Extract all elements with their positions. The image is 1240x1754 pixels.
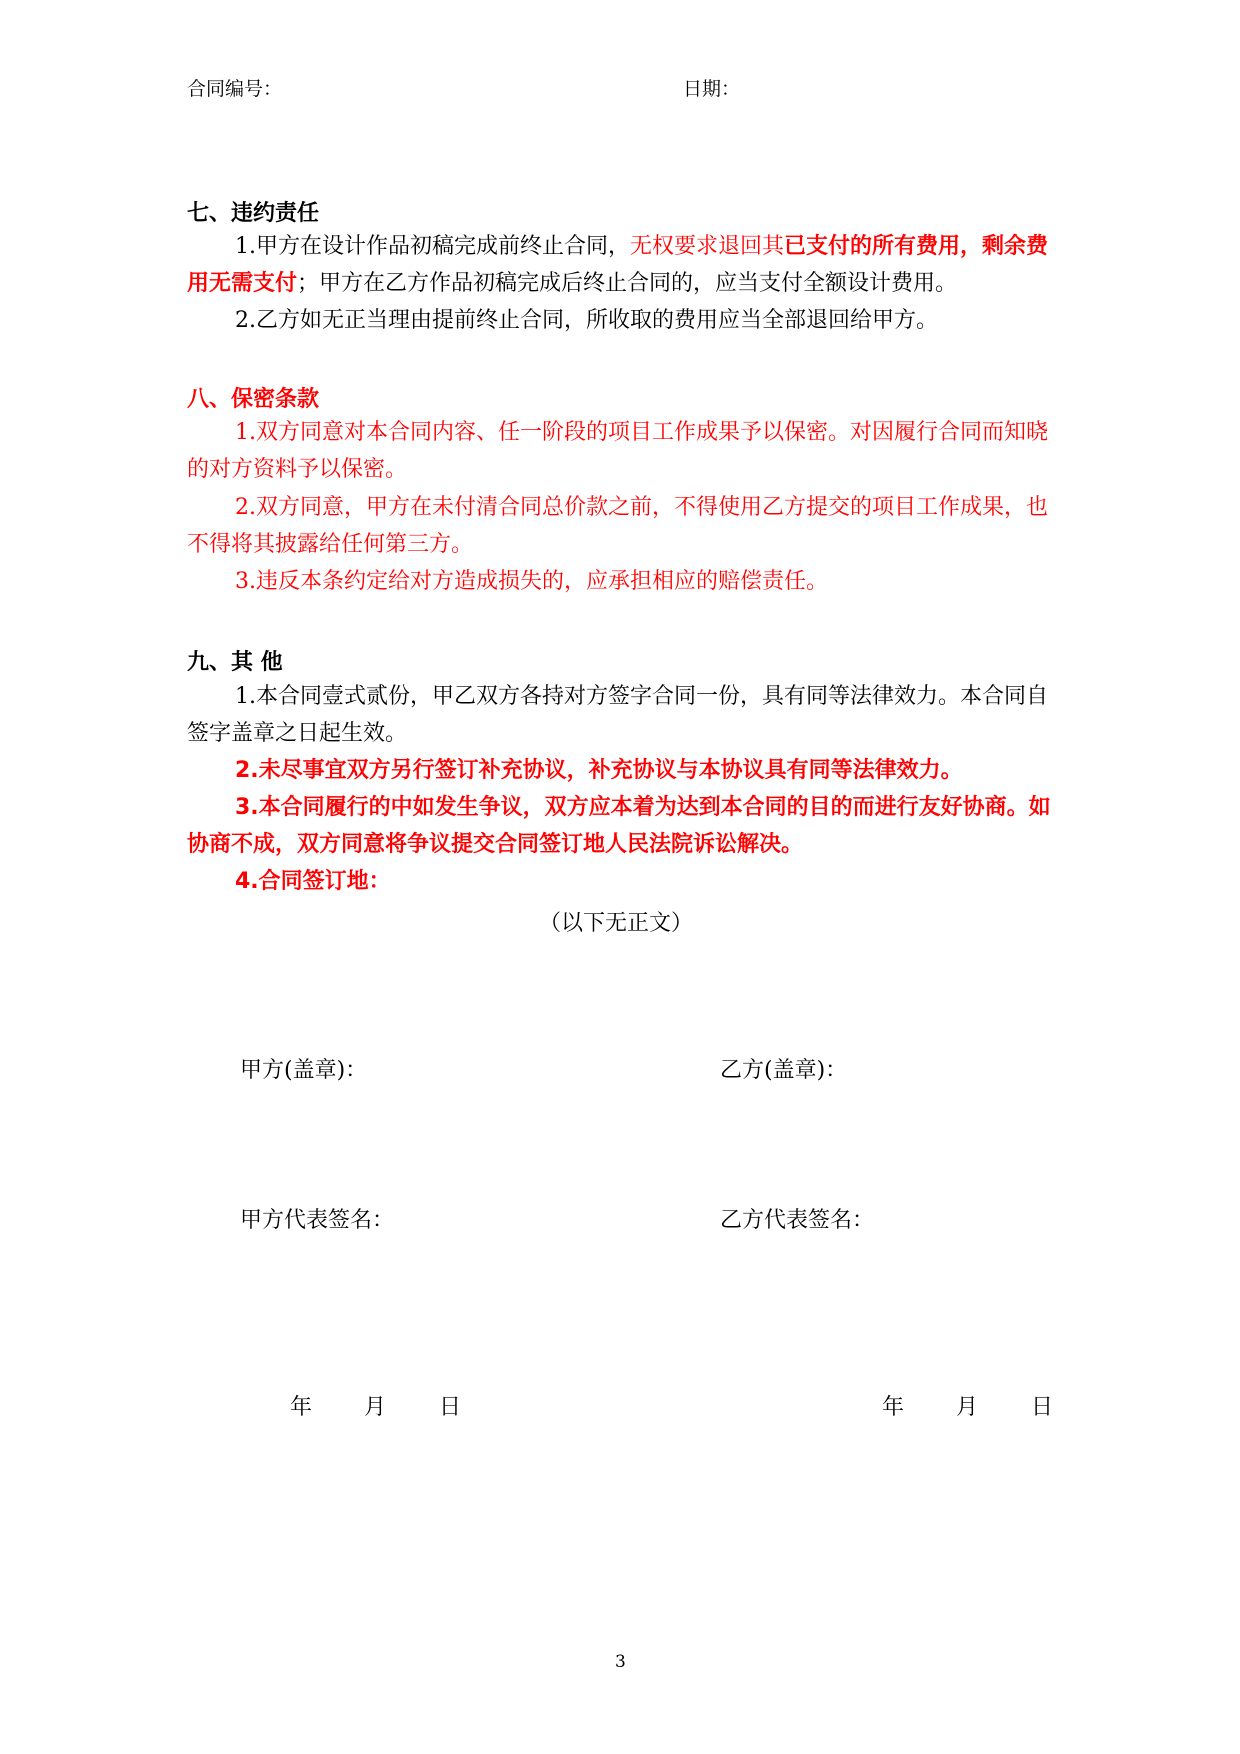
end-note: （以下无正文） <box>539 911 694 936</box>
party-b-date-day: 日 <box>1031 1395 1054 1420</box>
section-9-item-1-part-c: 式 <box>344 684 367 709</box>
section-8-item-1: 1.双方同意对本合同内容、任一阶段的项目工作成果予以保密。对因履行合同而知晓的对方资料予以保密。 <box>187 420 1048 482</box>
party-a-date-year: 年 <box>290 1395 313 1420</box>
section-9-item-4: 4.合同签订地： <box>235 869 391 894</box>
party-a-seal-label: 甲方(盖章)： <box>240 1058 368 1083</box>
section-9-item-1-part-e: 份，甲乙双方各持对方签字合同一份，具有同等法律效力。本合同自签字盖章之日起生效 <box>187 684 1049 746</box>
section-9-item-1 <box>187 678 1057 752</box>
section-7-item-1-part-a: 1.甲方在设计作品初稿完成前终止合同， <box>235 234 630 259</box>
section-9-item-1-part-f: 。 <box>385 721 408 746</box>
section-7-item-1-part-d: ；甲方在乙方作品初稿完成后终止合同的，应当支付全额设计费用。 <box>297 271 958 296</box>
contract-number-label: 合同编号： <box>187 78 283 100</box>
section-7-title: 七、违约责任 <box>187 201 320 226</box>
section-9-item-1-part-b: 壹 <box>322 684 345 709</box>
section-7-item-1-part-b: 无权要求退回其 <box>630 234 785 259</box>
section-8-title: 八、保密条款 <box>187 387 320 412</box>
section-7-item-2: 2.乙方如无正当理由提前终止合同，所收取的费用应当全部退回给甲方。 <box>235 308 938 333</box>
date-label: 日期： <box>683 78 741 100</box>
section-7-item-1-part-c: 已支付的所有费用，剩余费用无需支付 <box>187 234 1049 296</box>
section-9-item-3: 3.本合同履行的中如发生争议，双方应本着为达到本合同的目的而进行友好协商。如协商不成，双方同意将争议提交合同签订地人民法院诉讼解决。 <box>187 795 1051 857</box>
party-b-date-month: 月 <box>956 1395 979 1420</box>
party-b-rep-label: 乙方代表签名： <box>720 1208 875 1233</box>
party-a-date-month: 月 <box>364 1395 387 1420</box>
section-9-title: 九、其 他 <box>187 650 283 675</box>
section-8-item-2: 2.双方同意，甲方在未付清合同总价款之前，不得使用乙方提交的项目工作成果，也不得将其披露给任何第三方。 <box>187 495 1048 557</box>
section-7-item-1 <box>187 228 1057 302</box>
section-8-item-3: 3.违反本条约定给对方造成损失的，应承担相应的赔偿责任。 <box>235 569 828 594</box>
section-9-item-2: 2.未尽事宜双方另行签订补充协议，补充协议与本协议具有同等法律效力。 <box>235 758 963 783</box>
party-a-date-day: 日 <box>439 1395 462 1420</box>
section-9-item-1-part-d: 贰 <box>366 684 389 709</box>
party-b-date-year: 年 <box>882 1395 905 1420</box>
party-a-rep-label: 甲方代表签名： <box>240 1208 395 1233</box>
page-number: 3 <box>615 1652 626 1672</box>
party-b-seal-label: 乙方(盖章)： <box>720 1058 848 1083</box>
section-9-item-1-part-a: 1.本合同 <box>235 684 322 709</box>
